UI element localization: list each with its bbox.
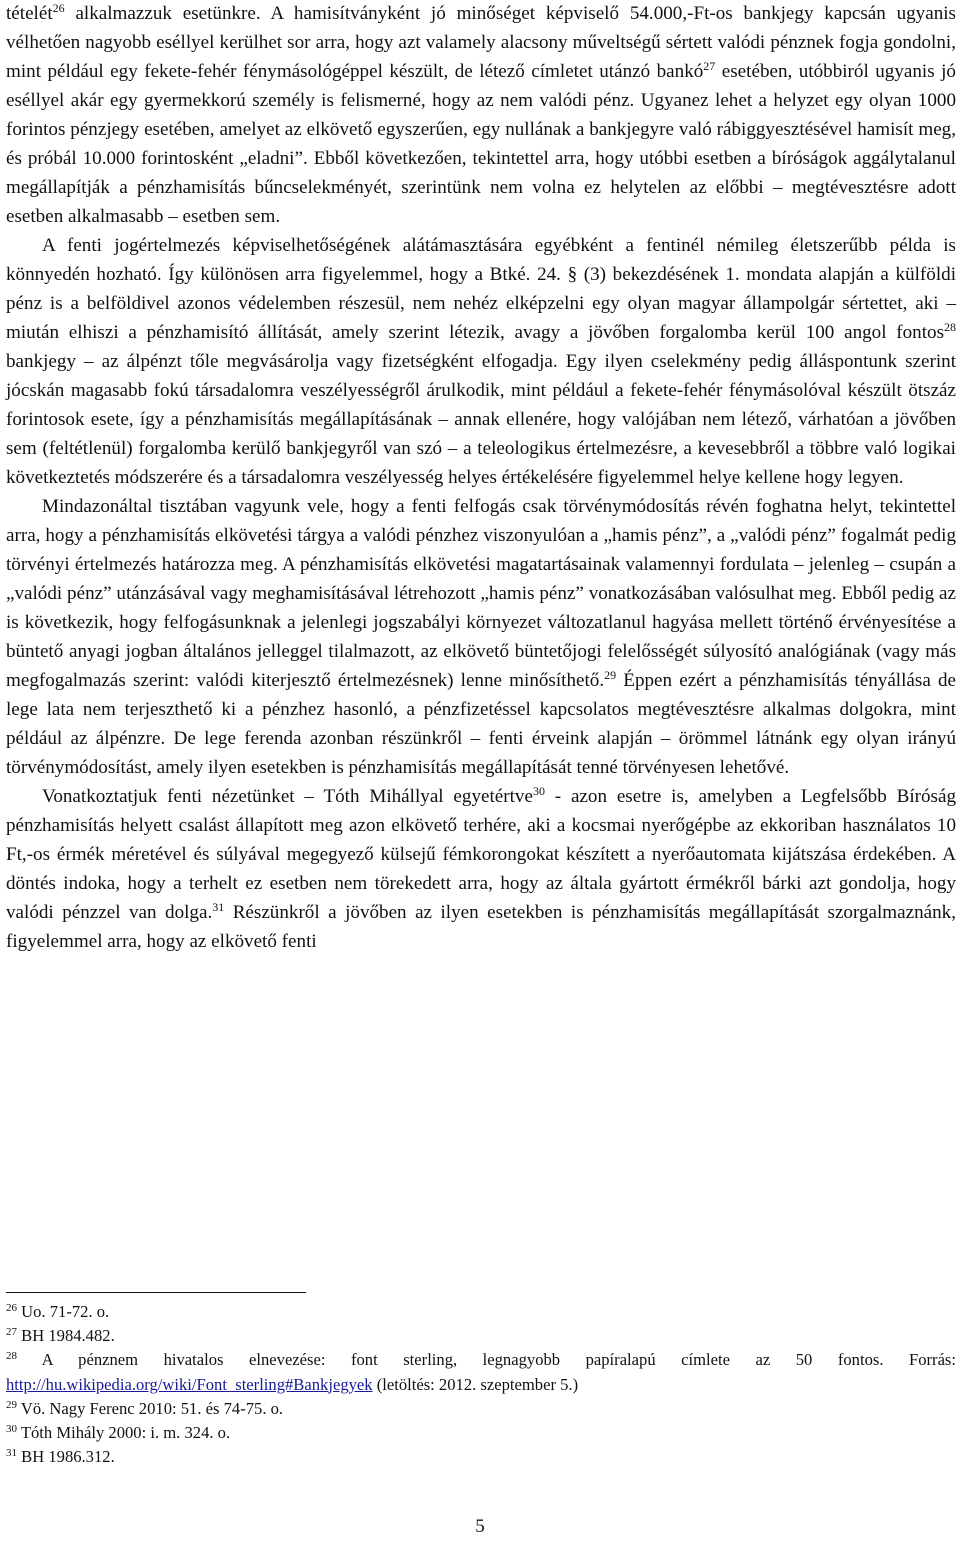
footnote-text: Tóth Mihály 2000: i. m. 324. o. (17, 1423, 231, 1443)
footnote-ref-31[interactable]: 31 (212, 899, 225, 914)
footnotes (6, 1300, 956, 1469)
paragraph-1-text-a: tételét (6, 3, 53, 24)
footnote-number: 26 (6, 1302, 17, 1314)
footnote-number: 31 (6, 1447, 17, 1460)
footnote-separator (6, 1292, 306, 1293)
footnote-28 (6, 1348, 956, 1396)
paragraph-4-text-a: Vonatkoztatjuk fenti nézetünket – Tóth Mihállyal egyetértve (42, 785, 533, 807)
footnote-text: Vö. Nagy Ferenc 2010: 51. és 74-75. o. (17, 1398, 284, 1418)
footnote-number: 28 (6, 1350, 17, 1363)
main-text (6, 0, 956, 956)
paragraph-3-text-b: Éppen ezért a pénzhamisítás tényállása de lege lata nem terjeszthető ki a pénzhez hasonló, a pénzfizetéssel kapcsolatos megtévesztésre alkalmas dolgokra, mint például az álpénzre. De lege ferenda azonban részünkről – fenti érveink alapján – örömmel látnánk egy olyan irányú törvénymódosítást, amely ilyen esetekben is pénzhamisítás megállapítását tenné törvényesen lehetővé. (6, 669, 956, 778)
footnote-ref-28[interactable]: 28 (944, 319, 956, 334)
paragraph-3-text-a: Mindazonáltal tisztában vagyunk vele, hogy a fenti felfogás csak törvénymódosítás révén foghatna helyt, tekintettel arra, hogy a pénzhamisítás elkövetési tárgya a valódi pénzhez viszonyulóan a „hamis pénz”, a „valódi pénz” fogalmát pedig törvényi értelmezés határozza meg. A pénzhamisítás elkövetési magatartásainak valamennyi fordulata – jelenleg – csupán a „valódi pénz” utánzásával vagy meghamisításával létrehozott „hamis pénz” vonatkozásában valósulhat meg. Ebből pedig az is következik, hogy felfogásunknak a jelenlegi jogszabályi környezet változatlanul hagyása mellett történő érvényesítése a büntető anyagi jogban általános jelleggel tilalmazott, az elkövető büntetőjogi felelősségét súlyosító analógiának (vagy más megfogalmazás szerint: valódi kiterjesztő értelmezésnek) lenne minősíthető. (6, 495, 956, 691)
footnote-text: BH 1986.312. (17, 1447, 115, 1467)
footnote-text: Uo. 71-72. o. (17, 1302, 110, 1321)
footnote-ref-27[interactable]: 27 (703, 58, 716, 73)
paragraph-2-text-b: bankjegy – az álpénzt tőle megvásárolja vagy fizetségként elfogadja. Egy ilyen cselekmény pedig álláspontunk szerint jócskán magasabb fokú társadalomra veszélyességről árulkodik, mint például a fekete-fehér fénymásolóval készült ötszáz forintosok esete, így a pénzhamisítás megállapításának – annak ellenére, hogy valójában nem létező, várhatóan a jövőben sem (feltétlenül) forgalomba kerülő bankjegyről van szó – a teleologikus értelmezésre, a kevesebbről a többre való logikai következtetés módszerére és a társadalomra veszélyesség helyes értékelésére figyelemmel helye kellene hogy legyen. (6, 350, 956, 488)
paragraph-4 (6, 783, 956, 957)
footnote-ref-29[interactable]: 29 (604, 667, 617, 682)
wikipedia-link[interactable]: http://hu.wikipedia.org/wiki/Font_sterling#Bankjegyek (6, 1374, 373, 1394)
footnote-number: 29 (6, 1398, 17, 1411)
page-number: 5 (475, 1516, 485, 1537)
footnote-text: A pénznem hivatalos elnevezése: font sterling, legnagyobb papíralapú címlete az 50 fontos. Forrás: (17, 1350, 956, 1370)
footnote-27 (6, 1324, 956, 1348)
paragraph-4-text-c: Részünkről a jövőben az ilyen esetekben is pénzhamisítás megállapítását szorgalmaznánk, figyelemmel arra, hogy az elkövető fenti (6, 901, 956, 952)
paragraph-1-text-c: esetében, utóbbiról ugyanis jó eséllyel akár egy gyermekkorú személy is felismerné, hogy az nem valódi pénz. Ugyanez lehet a helyzet egy olyan 1000 forintos pénzjegy esetében, amelyet az elkövető egyszerűen, egy nullának a bankjegyre való rábiggyesztésével hamisít meg, és próbál 10.000 forintosként „eladni”. Ebből következően, tekintettel arra, hogy utóbbi esetben a bíróságok aggálytalanul megállapítják a pénzhamisítás bűncselekményét, szerintünk nem volna ez helytelen az előbbi – megtévesztésre adott esetben alkalmasabb – esetben sem. (6, 60, 956, 227)
footnote-29 (6, 1397, 956, 1421)
footnote-26 (6, 1300, 956, 1324)
paragraph-2 (6, 232, 956, 493)
footnote-number: 27 (6, 1326, 17, 1339)
paragraph-1-text-b: alkalmazzuk esetünkre. A hamisítványként jó minőséget képviselő 54.000,-Ft-os bankjegy kapcsán ugyanis vélhetően nagyobb eséllyel kerülhet sor arra, hogy azt valamely alacsony műveltségű sértett valódi pénznek fogja gondolni, mint például egy fekete-fehér fénymásológéppel készült, de létező címletet utánzó bankó (6, 3, 956, 82)
footnote-text-after: (letöltés: 2012. szeptember 5.) (372, 1374, 579, 1394)
footnote-ref-30[interactable]: 30 (532, 783, 545, 798)
footnote-text: BH 1984.482. (17, 1326, 115, 1346)
footnote-number: 30 (6, 1423, 17, 1436)
footnote-31 (6, 1445, 956, 1469)
paragraph-3 (6, 493, 956, 783)
paragraph-4-text-b: - azon esetre is, amelyben a Legfelsőbb Bíróság pénzhamisítás helyett csalást állapított meg azon elkövető terhére, aki a kocsmai nyerőgépbe az ekkoriban használatos 10 Ft,-os érmék méretével és súlyával megegyező külsejű fémkorongokat készített a nyerőautomata kijátszása érdekében. A döntés indoka, hogy a terhelt ez esetben nem törekedett arra, hogy az általa gyártott érmékről bárki azt gondolja, hogy valódi pénzzel van dolga. (6, 785, 956, 923)
paragraph-1 (6, 0, 956, 232)
paragraph-2-text-a: A fenti jogértelmezés képviselhetőségének alátámasztására egyébként a fentinél némileg életszerűbb példa is könnyedén hozható. Így különösen arra figyelemmel, hogy a Btké. 24. § (3) bekezdésének 1. mondata alapján a külföldi pénz is a belföldivel azonos védelemben részesül, nem nehéz elképzelni egy olyan magyar állampolgár sértettet, aki – miután elhiszi a pénzhamisító állítását, amely szerint létezik, avagy a jövőben forgalomba kerül 100 angol fontos (6, 234, 956, 343)
footnote-30 (6, 1421, 956, 1445)
footnote-ref-26[interactable]: 26 (52, 1, 65, 15)
